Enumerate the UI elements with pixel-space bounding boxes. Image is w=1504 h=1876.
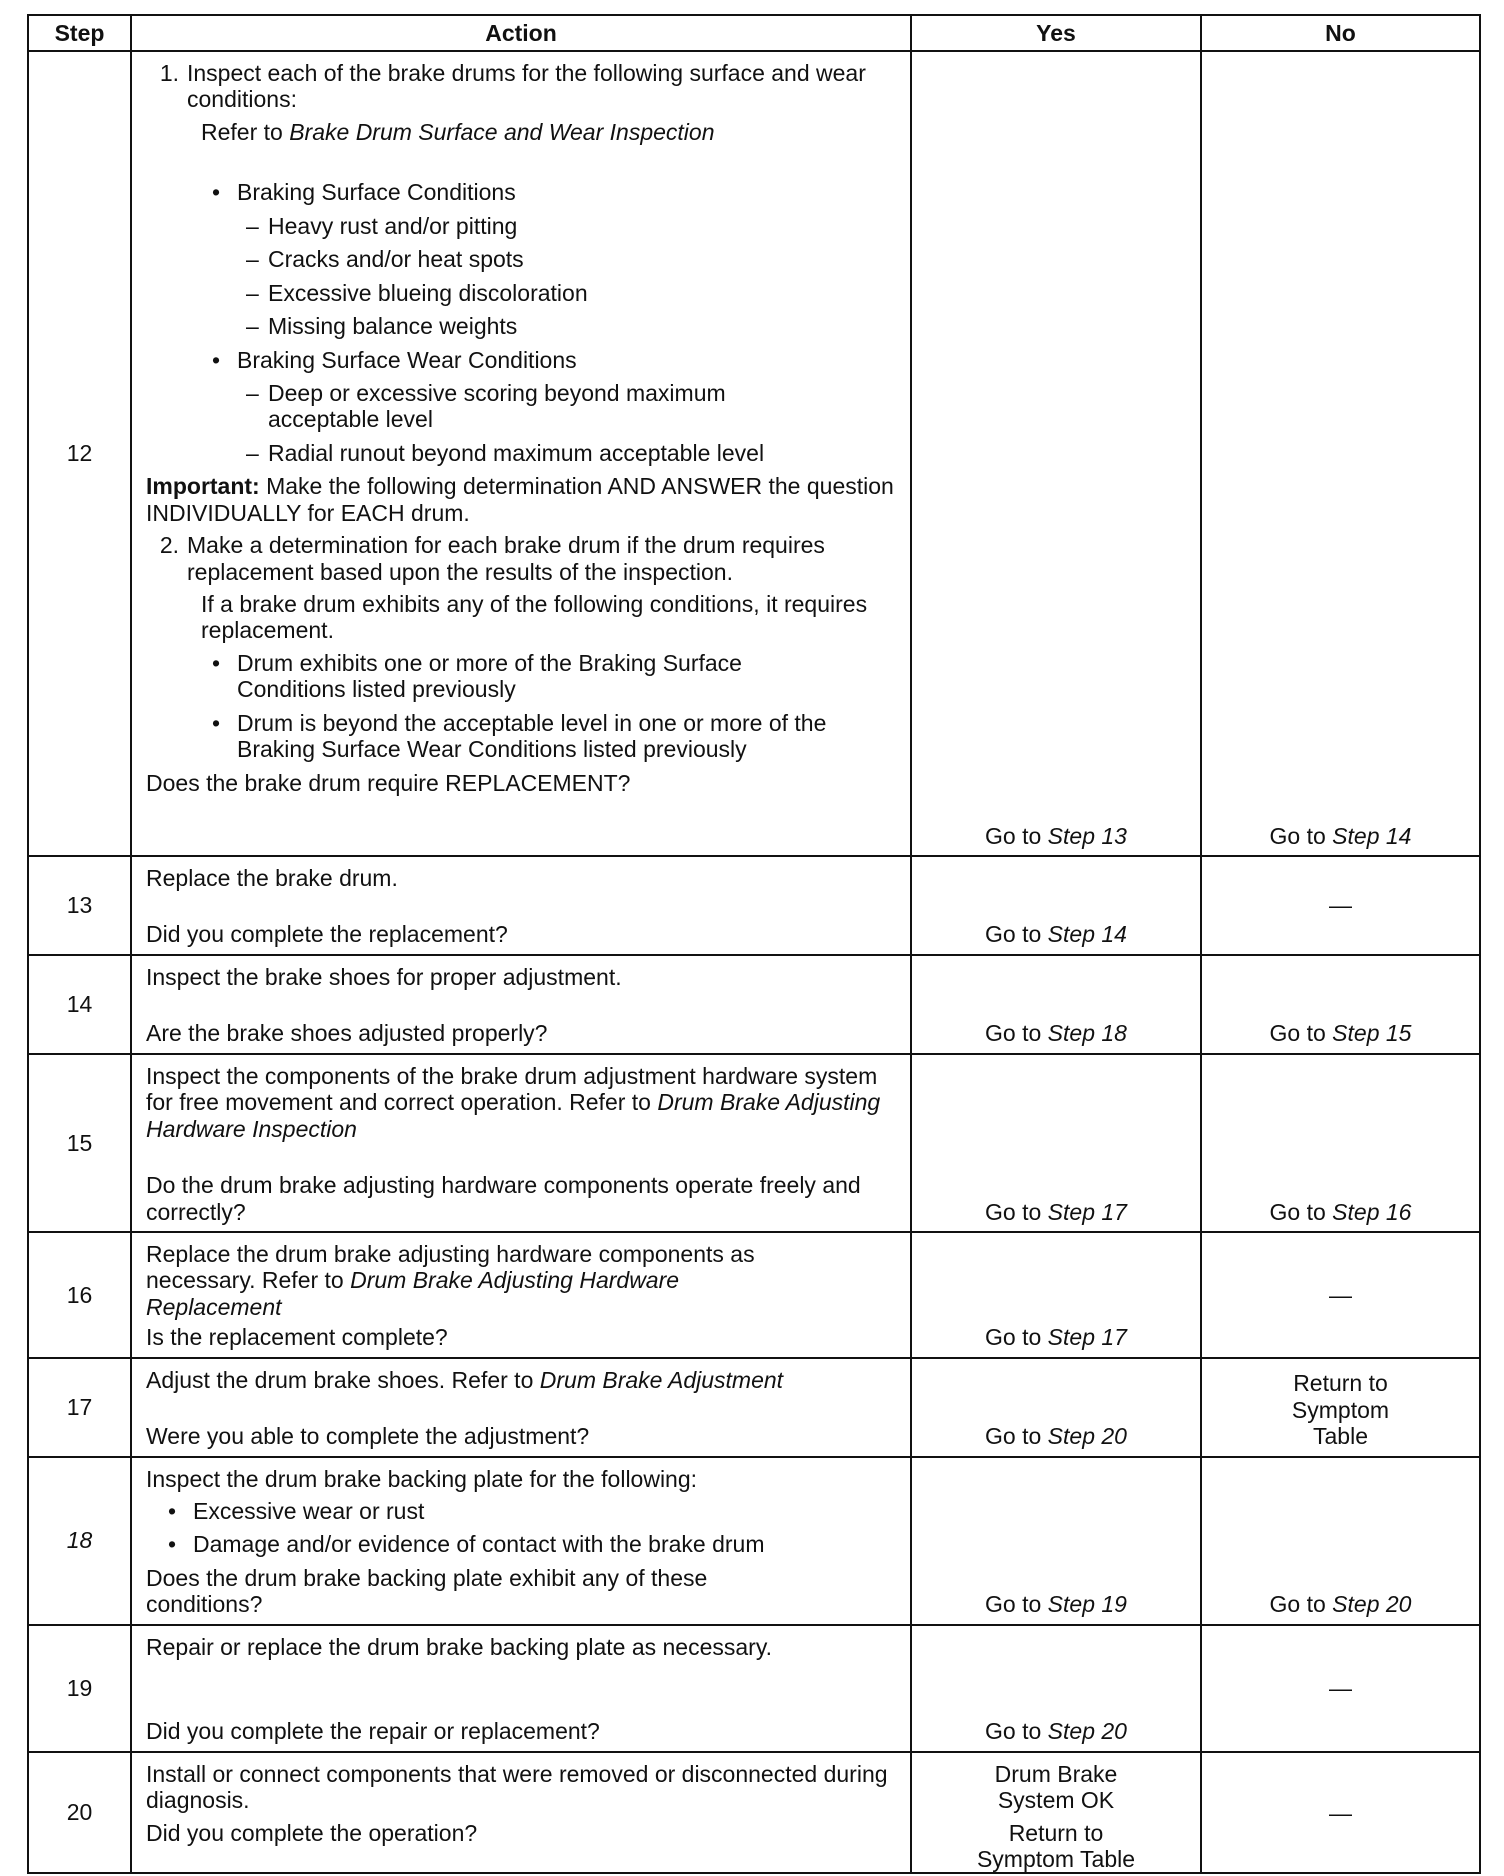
action-prefix: Adjust the drum brake shoes. Refer to — [146, 1366, 540, 1393]
go-to-label: Go to — [1269, 822, 1326, 849]
yes-cell — [911, 1752, 1201, 1874]
yes-cell — [911, 1625, 1201, 1752]
action-text: Inspect the brake shoes for proper adjustment. — [146, 963, 622, 990]
action-cell — [131, 1752, 911, 1874]
go-to-label: Go to — [985, 822, 1042, 849]
go-to-label: Go to — [1269, 1591, 1326, 1618]
yes-cell — [911, 1457, 1201, 1625]
dash-item: – Radial runout beyond maximum acceptable level — [246, 439, 765, 466]
step-number-text: 18 — [66, 1527, 93, 1554]
go-to-label: Go to — [985, 921, 1042, 948]
numbered-item — [146, 532, 896, 585]
yes-cell — [911, 856, 1201, 955]
item-text: Make a determination for each brake drum if the drum requires replacement based upon the results of the inspection. — [187, 532, 825, 585]
header-action: Action — [131, 15, 911, 51]
action-text — [146, 1367, 896, 1393]
bullet-item: • Drum is beyond the acceptable level in one or more of the Braking Surface Wear Conditions listed previously — [146, 710, 896, 763]
step-link[interactable]: Step 20 — [1332, 1591, 1412, 1618]
no-cell — [1201, 1752, 1480, 1874]
no-answer[interactable] — [1202, 823, 1479, 849]
action-text: Repair or replace the drum brake backing plate as necessary. — [146, 1633, 773, 1660]
yes-answer[interactable] — [912, 1718, 1200, 1744]
reference-link[interactable]: Drum Brake Adjustment — [539, 1366, 784, 1393]
action-text — [146, 1063, 896, 1142]
no-cell — [1201, 856, 1480, 955]
bullet-item: • Braking Surface Wear Conditions — [212, 346, 577, 373]
no-answer-dash: — — [1329, 1281, 1352, 1308]
action-cell — [131, 1625, 911, 1752]
bullet-item: • Excessive wear or rust — [168, 1498, 425, 1524]
action-text: Replace the brake drum. — [146, 865, 398, 891]
go-to-label: Go to — [1269, 1020, 1326, 1047]
step-number: 15 — [28, 1054, 131, 1232]
go-to-label: Go to — [985, 1324, 1042, 1351]
yes-answer-return[interactable]: Return to Symptom Table — [976, 1819, 1136, 1872]
action-cell — [131, 1358, 911, 1457]
header-row — [28, 15, 1480, 51]
item-subtext: If a brake drum exhibits any of the following conditions, it requires replacement. — [201, 591, 868, 644]
item-text: Inspect each of the brake drums for the following surface and wear conditions: — [187, 60, 866, 113]
action-text — [146, 1241, 896, 1320]
reference-link[interactable]: Drum Brake Adjusting Hardware Replacement — [146, 1267, 680, 1320]
question: Does the drum brake backing plate exhibit any of these conditions? — [146, 1564, 708, 1618]
action-prefix: Replace the drum brake adjusting hardware components as necessary. Refer to — [146, 1240, 755, 1294]
step-link[interactable]: Step 17 — [1047, 1324, 1127, 1351]
no-cell — [1201, 1054, 1480, 1232]
question: Did you complete the operation? — [146, 1819, 478, 1846]
step-row-16 — [28, 1232, 1480, 1358]
dash-text: Heavy rust and/or pitting — [268, 212, 518, 239]
question: Does the brake drum require REPLACEMENT? — [146, 769, 631, 796]
action-cell — [131, 1054, 911, 1232]
step-number: 19 — [28, 1625, 131, 1752]
step-number — [28, 1457, 131, 1625]
yes-cell — [911, 1358, 1201, 1457]
action-cell — [131, 1232, 911, 1358]
bullet-text: Excessive wear or rust — [193, 1498, 425, 1524]
no-cell — [1201, 1457, 1480, 1625]
step-row-18 — [28, 1457, 1480, 1625]
dash-item: – Deep or excessive scoring beyond maximum acceptable level — [146, 380, 896, 433]
reference-link[interactable]: Brake Drum Surface and Wear Inspection — [289, 118, 715, 145]
no-cell — [1201, 51, 1480, 856]
no-answer-dash: — — [1329, 1799, 1352, 1826]
no-answer[interactable] — [1202, 1020, 1479, 1046]
refer-line — [146, 119, 896, 145]
important-text: Make the following determination AND ANSWER the question INDIVIDUALLY for EACH drum. — [146, 473, 894, 526]
action-cell — [131, 955, 911, 1054]
step-row-13 — [28, 856, 1480, 955]
action-cell — [131, 51, 911, 856]
yes-answer[interactable] — [912, 1423, 1200, 1449]
yes-cell — [911, 1054, 1201, 1232]
go-to-label: Go to — [985, 1718, 1042, 1745]
question: Is the replacement complete? — [146, 1324, 448, 1351]
dash-item: – Heavy rust and/or pitting — [246, 212, 518, 239]
item-number: 1. — [159, 60, 179, 86]
step-number: 12 — [28, 51, 131, 856]
bullet-text: Drum is beyond the acceptable level in one or more of the Braking Surface Wear Conditions listed previously — [237, 709, 827, 763]
important-label: Important: — [146, 473, 260, 500]
step-link[interactable]: Step 19 — [1047, 1591, 1127, 1618]
step-link[interactable]: Step 20 — [1047, 1423, 1127, 1450]
question: Did you complete the replacement? — [146, 921, 508, 948]
action-text: Install or connect components that were removed or disconnected during diagnosis. — [146, 1760, 888, 1814]
step-link[interactable]: Step 14 — [1047, 921, 1127, 948]
dash-text: Radial runout beyond maximum acceptable level — [268, 439, 765, 466]
no-cell — [1201, 1232, 1480, 1358]
bullet-text: Braking Surface Wear Conditions — [237, 346, 577, 373]
go-to-label: Go to — [985, 1423, 1042, 1450]
diagnostic-table — [27, 14, 1481, 1874]
go-to-label: Go to — [985, 1020, 1042, 1047]
go-to-label: Go to — [1269, 1198, 1326, 1225]
bullet-item: • Damage and/or evidence of contact with the brake drum — [168, 1531, 765, 1558]
step-link[interactable]: Step 13 — [1047, 822, 1127, 849]
question: Do the drum brake adjusting hardware components operate freely and correctly? — [146, 1172, 861, 1225]
yes-cell — [911, 51, 1201, 856]
no-cell — [1201, 955, 1480, 1054]
step-link[interactable]: Step 20 — [1047, 1718, 1127, 1745]
no-answer[interactable] — [1202, 1591, 1479, 1617]
step-link[interactable]: Step 16 — [1332, 1198, 1412, 1225]
step-number: 13 — [28, 856, 131, 955]
dash-item: – Missing balance weights — [246, 313, 518, 340]
yes-cell — [911, 1232, 1201, 1358]
step-number: 17 — [28, 1358, 131, 1457]
numbered-item — [146, 60, 896, 113]
no-answer-dash: — — [1329, 1674, 1352, 1701]
yes-answer[interactable] — [912, 823, 1200, 849]
step-row-17 — [28, 1358, 1480, 1457]
step-link[interactable]: Step 17 — [1047, 1198, 1127, 1225]
reference-link[interactable]: Drum Brake Adjusting Hardware Inspection — [146, 1089, 881, 1142]
question: Were you able to complete the adjustment? — [146, 1423, 590, 1450]
item-number: 2. — [159, 532, 179, 559]
action-prefix: Inspect the components of the brake drum adjustment hardware system for free movement and correct operation. Refer to — [146, 1062, 878, 1116]
dash-text: Missing balance weights — [268, 313, 518, 340]
question: Did you complete the repair or replacement? — [146, 1718, 600, 1745]
step-row-12 — [28, 51, 1480, 856]
step-row-19 — [28, 1625, 1480, 1752]
bullet-item: • Braking Surface Conditions — [212, 179, 516, 206]
no-answer[interactable]: Return to Symptom Table — [1291, 1370, 1390, 1450]
refer-prefix: Refer to — [201, 118, 290, 145]
bullet-text: Drum exhibits one or more of the Braking Surface Conditions listed previously — [237, 649, 742, 703]
yes-answer[interactable] — [912, 1199, 1200, 1225]
dash-item: – Cracks and/or heat spots — [246, 246, 524, 273]
go-to-label: Go to — [985, 1198, 1042, 1225]
step-number: 20 — [28, 1752, 131, 1874]
step-row-14 — [28, 955, 1480, 1054]
yes-answer[interactable] — [912, 1591, 1200, 1617]
no-cell — [1201, 1625, 1480, 1752]
step-row-15 — [28, 1054, 1480, 1232]
dash-text: Deep or excessive scoring beyond maximum acceptable level — [268, 379, 726, 433]
important-note — [146, 473, 896, 526]
header-step: Step — [28, 15, 131, 51]
go-to-label: Go to — [985, 1591, 1042, 1618]
bullet-text: Damage and/or evidence of contact with the brake drum — [193, 1531, 765, 1558]
step-number: 16 — [28, 1232, 131, 1358]
yes-answer[interactable] — [912, 921, 1200, 947]
step-row-20 — [28, 1752, 1480, 1874]
question: Are the brake shoes adjusted properly? — [146, 1020, 548, 1047]
action-text: Inspect the drum brake backing plate for the following: — [146, 1465, 698, 1492]
yes-cell — [911, 955, 1201, 1054]
yes-answer[interactable] — [912, 1324, 1200, 1350]
bullet-item: • Drum exhibits one or more of the Braking Surface Conditions listed previously — [146, 650, 896, 703]
bullet-text: Braking Surface Conditions — [237, 179, 516, 206]
action-cell — [131, 856, 911, 955]
no-cell — [1201, 1358, 1480, 1457]
no-answer[interactable] — [1202, 1199, 1479, 1225]
step-number: 14 — [28, 955, 131, 1054]
yes-answer[interactable] — [912, 1020, 1200, 1046]
dash-item: – Excessive blueing discoloration — [246, 279, 588, 306]
dash-text: Cracks and/or heat spots — [268, 246, 524, 273]
dash-text: Excessive blueing discoloration — [268, 279, 588, 306]
step-link[interactable]: Step 15 — [1332, 1020, 1412, 1047]
header-yes: Yes — [911, 15, 1201, 51]
yes-answer-ok[interactable]: Drum Brake System OK — [994, 1760, 1118, 1814]
step-link[interactable]: Step 18 — [1047, 1020, 1127, 1047]
header-no: No — [1201, 15, 1480, 51]
no-answer-dash: — — [1329, 892, 1352, 919]
step-link[interactable]: Step 14 — [1332, 822, 1412, 849]
action-cell — [131, 1457, 911, 1625]
